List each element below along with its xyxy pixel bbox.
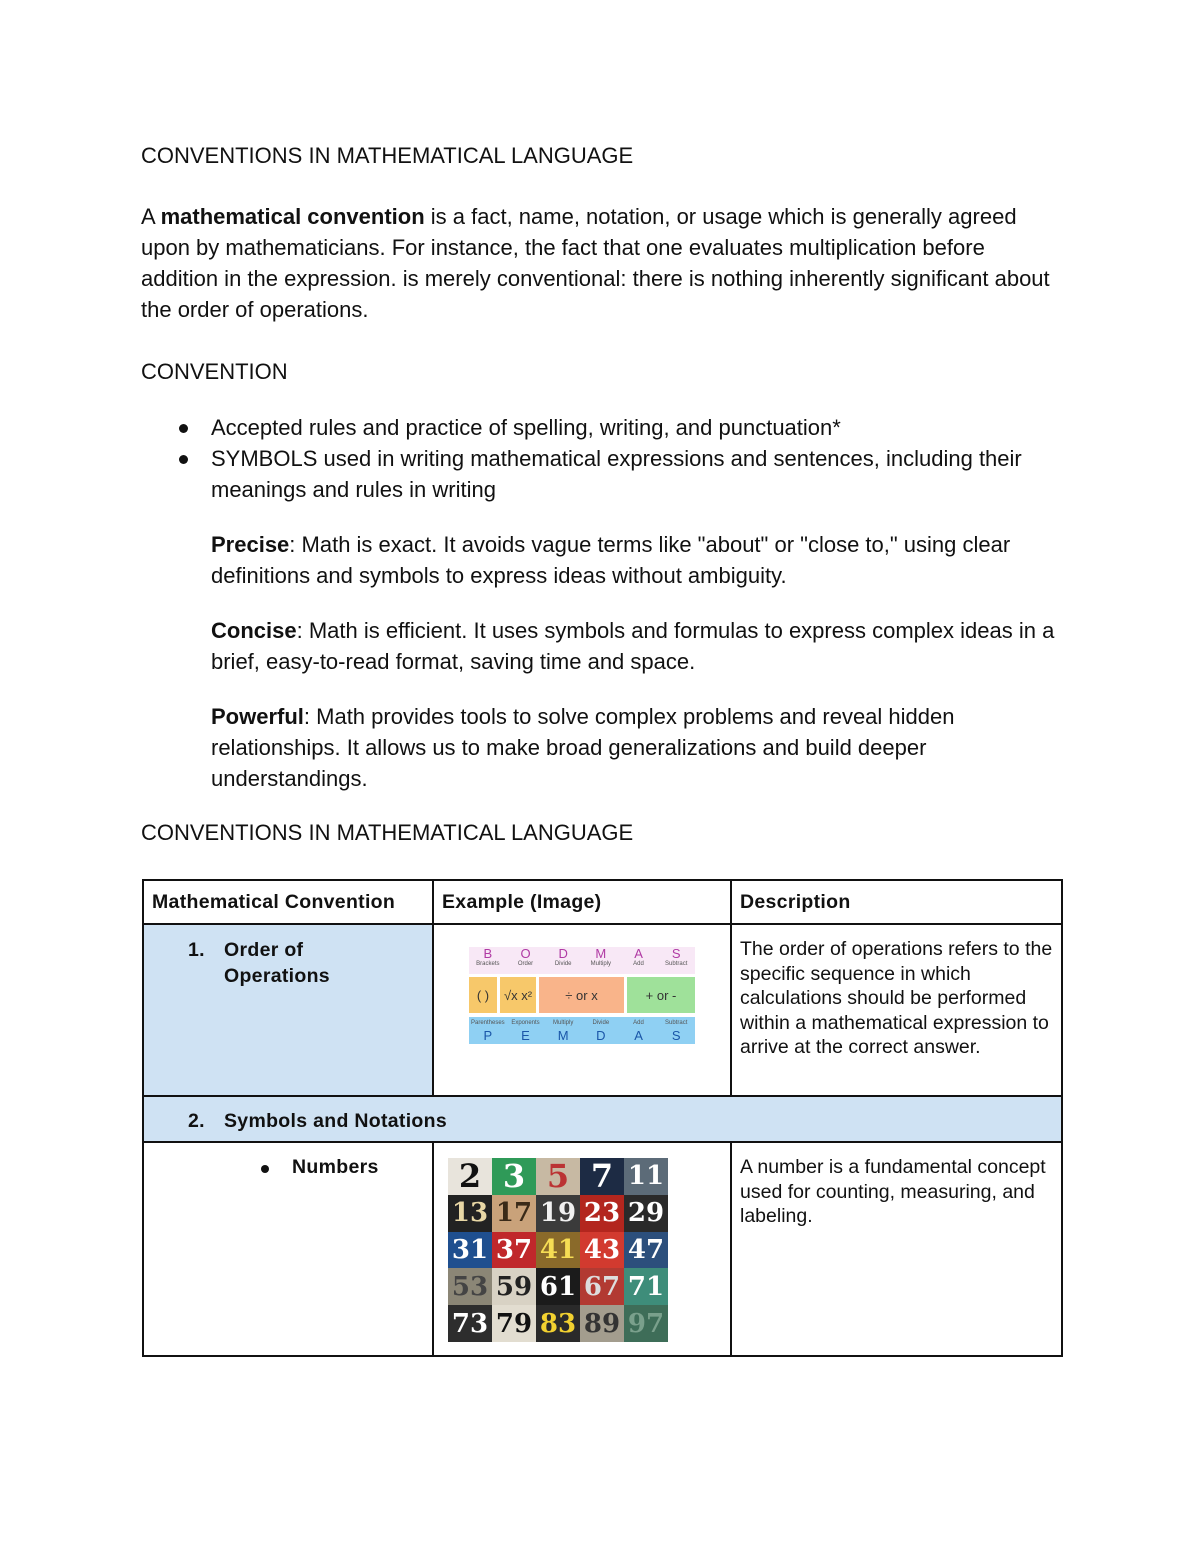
pemdas-row	[469, 1017, 695, 1044]
pemdas-letter	[657, 1017, 695, 1044]
section-label: Symbols and Notations	[224, 1110, 447, 1132]
bodmas-letter	[544, 947, 582, 974]
numbers-collage-image	[448, 1158, 668, 1342]
table-row	[143, 1142, 1062, 1356]
table-header-row	[143, 880, 1062, 924]
document-page	[141, 140, 1061, 848]
number-tile: 67	[580, 1268, 624, 1305]
letter-word: Order	[517, 961, 534, 967]
bodmas-letter	[620, 947, 658, 974]
pemdas-letter	[469, 1017, 507, 1044]
add-subtract-box: + or -	[627, 977, 695, 1013]
orders-box: √x x²	[500, 977, 536, 1013]
example-image-cell	[433, 1142, 731, 1356]
number-tile: 19	[536, 1195, 580, 1232]
item-number: 2.	[188, 1110, 205, 1132]
convention-label: Numbers	[292, 1156, 379, 1178]
letter-word: Parentheses	[470, 1020, 505, 1026]
number-tile: 11	[624, 1158, 668, 1195]
quality-concise	[211, 615, 1061, 677]
letter: A	[634, 946, 643, 961]
bodmas-letter	[507, 947, 545, 974]
bodmas-row	[469, 947, 695, 974]
number-tile: 83	[536, 1305, 580, 1342]
letter: D	[558, 946, 568, 961]
intro-paragraph	[141, 201, 1061, 325]
letter-word: Multiply	[553, 1020, 574, 1026]
letter: M	[557, 1028, 569, 1043]
description-text: A number is a fundamental concept used for counting, measuring, and labeling.	[740, 1156, 1046, 1228]
letter-word: Multiply	[590, 961, 612, 967]
quality-text: : Math is efficient. It uses symbols and formulas to express complex ideas in a brief, easy-to-read format, saving time and space.	[211, 618, 1055, 674]
letter: B	[483, 946, 493, 961]
bullet-item: Accepted rules and practice of spelling, writing, and punctuation*	[141, 412, 1061, 443]
bullet-item: SYMBOLS used in writing mathematical expressions and sentences, including their meanings and rules in writing	[141, 443, 1061, 505]
description-cell	[731, 924, 1062, 1096]
pemdas-letter	[620, 1017, 658, 1044]
number-tile: 23	[580, 1195, 624, 1232]
letter-word: Divide	[592, 1020, 610, 1026]
number-tile: 41	[536, 1232, 580, 1269]
number-tile: 73	[448, 1305, 492, 1342]
quality-precise	[211, 529, 1061, 591]
number-tile: 29	[624, 1195, 668, 1232]
number-tile: 79	[492, 1305, 536, 1342]
letter-word: Brackets	[476, 961, 500, 967]
section-row-cell	[143, 1096, 1062, 1142]
intro-term: mathematical convention	[160, 204, 425, 229]
letter: E	[521, 1028, 530, 1043]
table-row	[143, 924, 1062, 1096]
number-tile: 17	[492, 1195, 536, 1232]
operations-row	[469, 977, 695, 1013]
letter: P	[483, 1028, 493, 1043]
number-tile: 37	[492, 1232, 536, 1269]
letter-word: Add	[633, 1020, 644, 1026]
convention-label: Order of Operations	[224, 939, 330, 987]
number-tile: 53	[448, 1268, 492, 1305]
pemdas-letter	[507, 1017, 545, 1044]
quality-term: Concise	[211, 618, 297, 643]
conventions-table-heading: CONVENTIONS IN MATHEMATICAL LANGUAGE	[141, 820, 634, 845]
divide-multiply-box: ÷ or x	[539, 977, 624, 1013]
number-tile: 59	[492, 1268, 536, 1305]
number-tile: 7	[580, 1158, 624, 1195]
number-tile: 71	[624, 1268, 668, 1305]
bodmas-letter	[582, 947, 620, 974]
number-tile: 13	[448, 1195, 492, 1232]
number-tile: 47	[624, 1232, 668, 1269]
header-cell: Description	[731, 880, 1062, 924]
table-row	[143, 1096, 1062, 1142]
pemdas-letter	[544, 1017, 582, 1044]
number-tile: 97	[624, 1305, 668, 1342]
letter: O	[520, 946, 531, 961]
description-text: The order of operations refers to the specific sequence in which calculations should be performed within a mathematical expression to arrive at the correct answer.	[740, 938, 1053, 1059]
quality-term: Precise	[211, 532, 290, 557]
number-tile: 3	[492, 1158, 536, 1195]
bodmas-letter	[469, 947, 507, 974]
description-cell	[731, 1142, 1062, 1356]
conventions-table	[142, 879, 1063, 1357]
number-tile: 2	[448, 1158, 492, 1195]
number-tile: 61	[536, 1268, 580, 1305]
quality-text: : Math provides tools to solve complex problems and reveal hidden relationships. It allows us to make broad generalizations and build deeper understandings.	[211, 704, 955, 791]
letter: D	[596, 1028, 606, 1043]
letter-word: Divide	[554, 961, 572, 967]
convention-bullets	[141, 412, 1061, 505]
main-heading: CONVENTIONS IN MATHEMATICAL LANGUAGE	[141, 143, 634, 168]
intro-prefix: A	[141, 204, 161, 229]
quality-term: Powerful	[211, 704, 304, 729]
letter-word: Subtract	[665, 961, 688, 967]
intro-rest: is a fact, name, notation, or usage which is generally agreed upon by mathematicians. For instance, the fact that one evaluates multiplication before addition in the expression. is merely conventional: there is nothing inherently significant about the order of operations.	[141, 204, 1050, 322]
brackets-box: ( )	[469, 977, 497, 1013]
bodmas-letter	[657, 947, 695, 974]
bodmas-pemdas-image	[469, 947, 695, 1044]
convention-cell	[143, 924, 433, 1096]
letter-word: Add	[633, 961, 644, 967]
convention-heading: CONVENTION	[141, 359, 288, 384]
example-image-cell	[433, 924, 731, 1096]
number-tile: 5	[536, 1158, 580, 1195]
pemdas-letter	[582, 1017, 620, 1044]
quality-text: : Math is exact. It avoids vague terms like "about" or "close to," using clear definitions and symbols to express ideas without ambiguity.	[211, 532, 1011, 588]
number-tile: 89	[580, 1305, 624, 1342]
item-number: 1.	[188, 939, 205, 961]
number-tile: 43	[580, 1232, 624, 1269]
number-tile: 31	[448, 1232, 492, 1269]
letter: S	[671, 1028, 681, 1043]
letter-word: Exponents	[511, 1020, 540, 1026]
convention-cell	[143, 1142, 433, 1356]
letter: S	[671, 946, 681, 961]
letter-word: Subtract	[665, 1020, 688, 1026]
letter: M	[595, 946, 607, 961]
letter: A	[634, 1028, 643, 1043]
quality-powerful	[211, 701, 1061, 794]
header-cell: Mathematical Convention	[143, 880, 433, 924]
header-cell: Example (Image)	[433, 880, 731, 924]
